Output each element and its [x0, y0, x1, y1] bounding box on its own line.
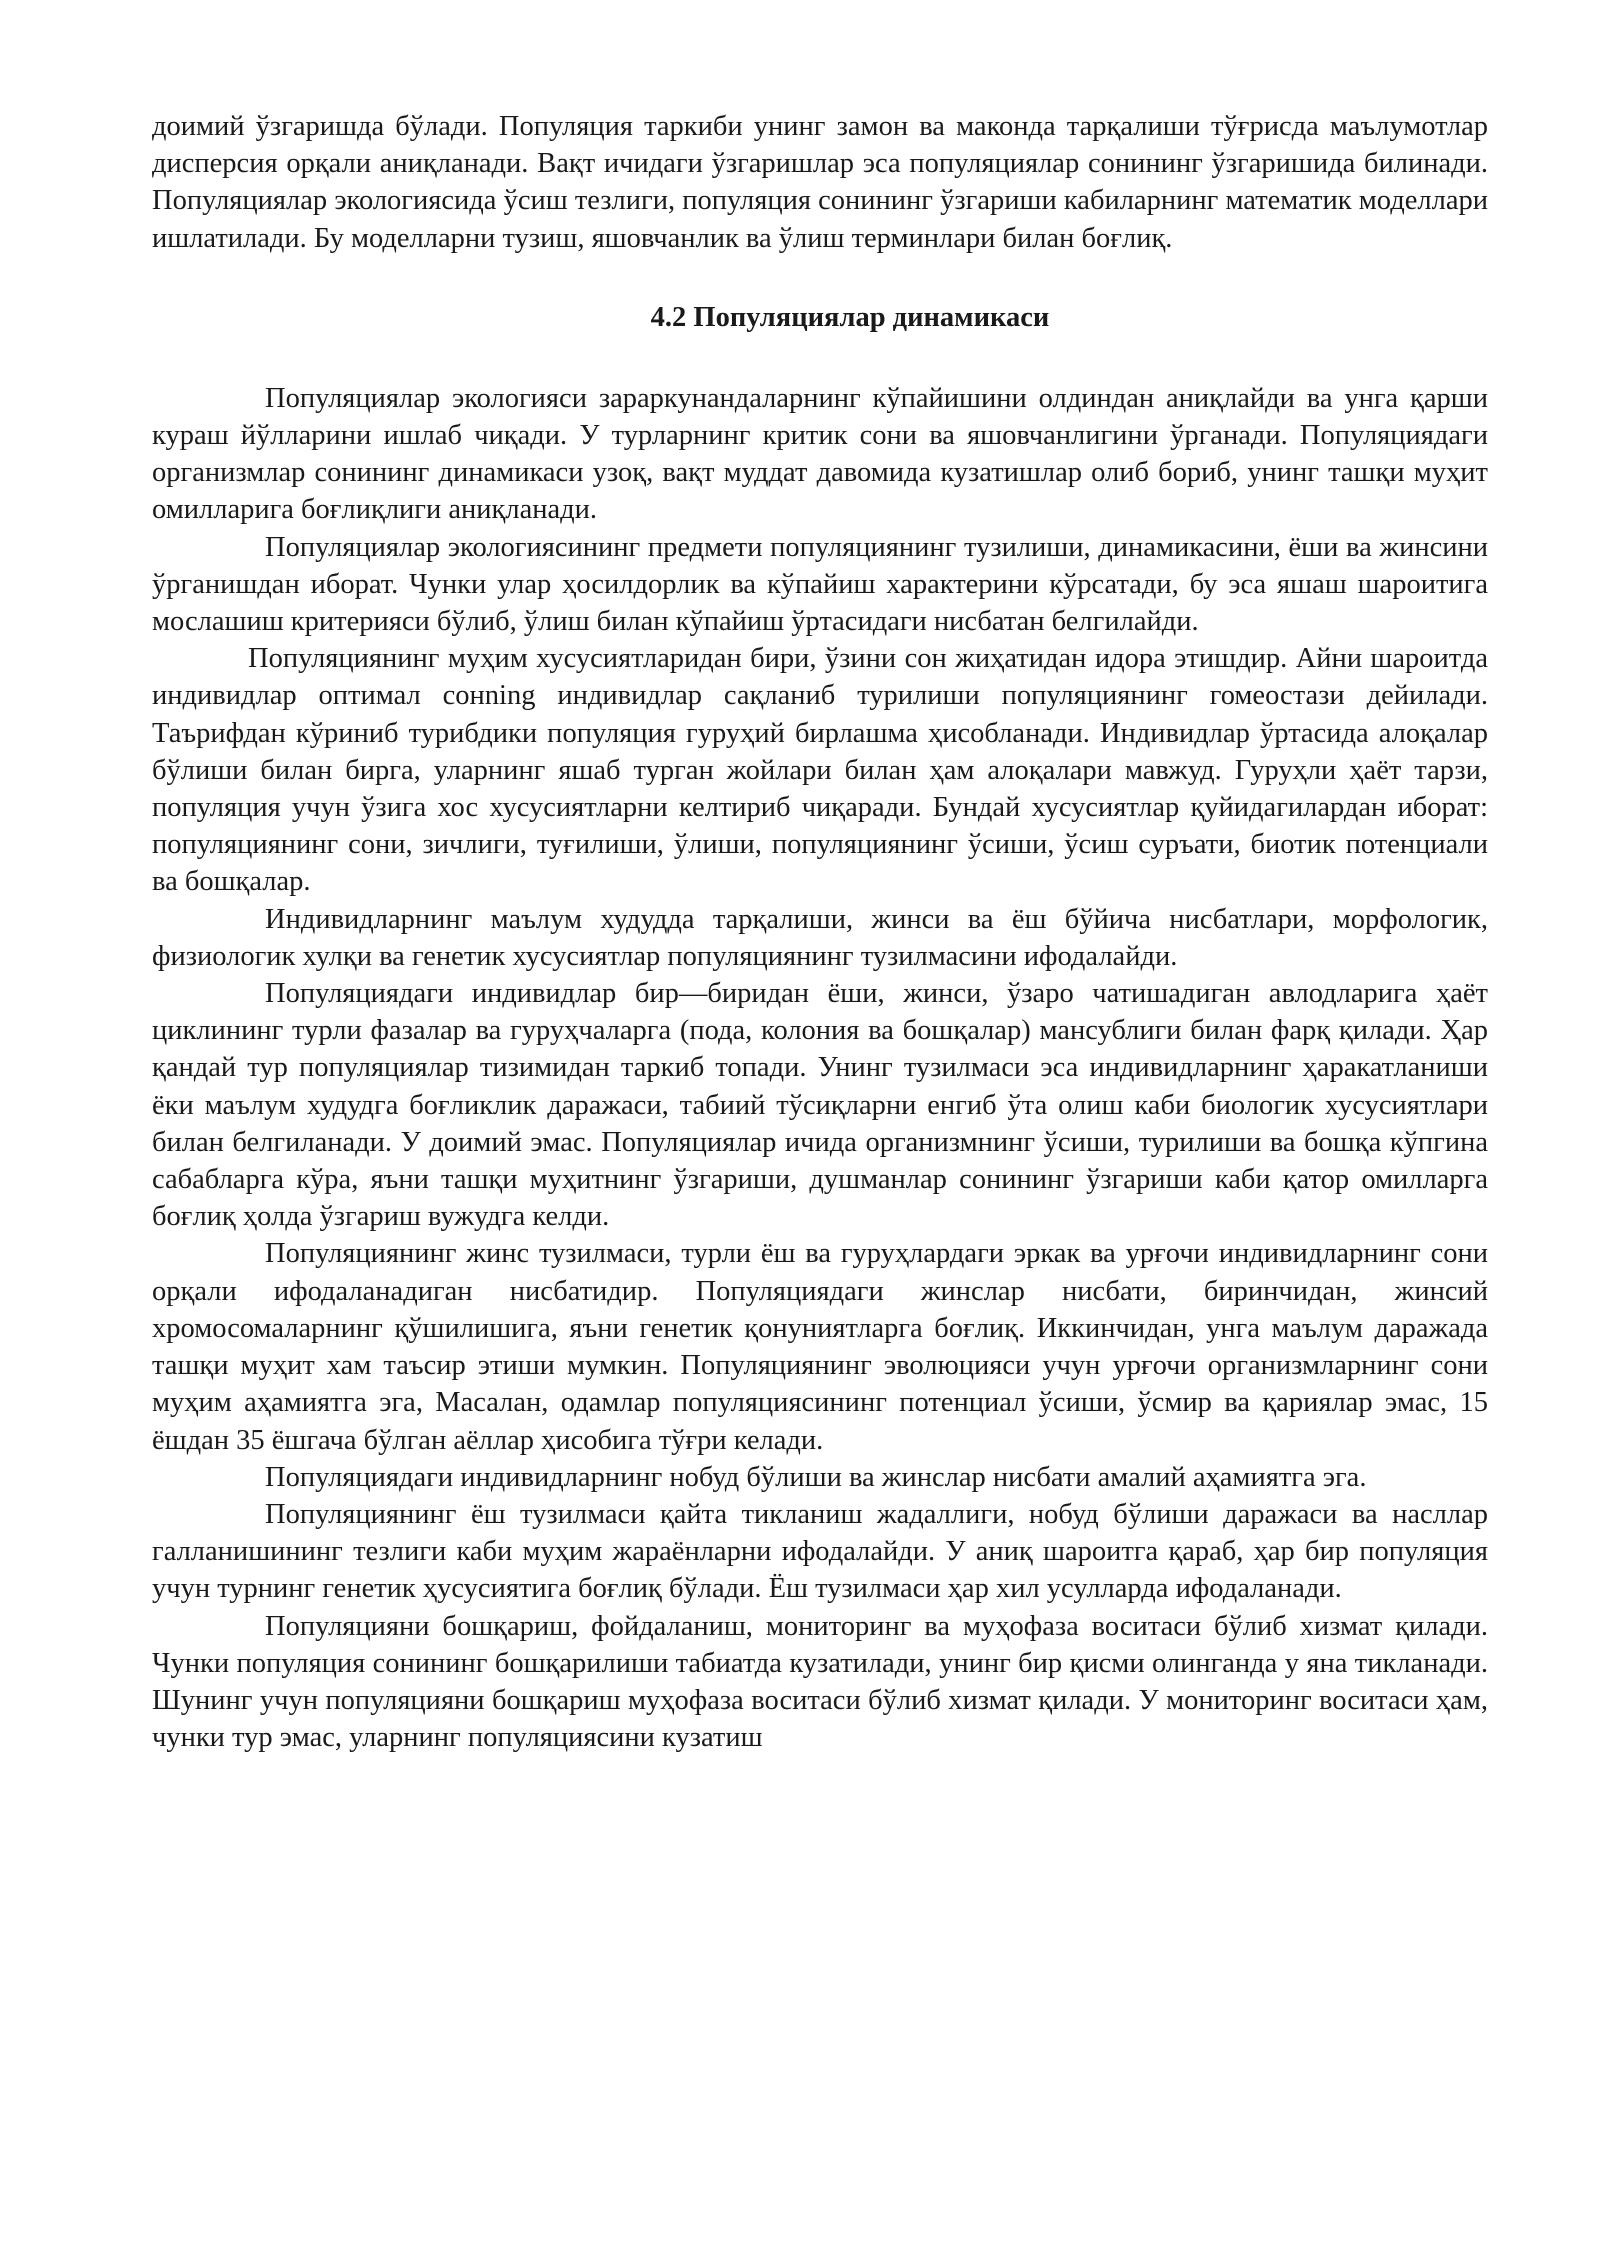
section-heading: 4.2 Популяциялар динамикаси [650, 301, 1050, 333]
body-paragraph-1: Популяциялар экологияси зараркунандаларнинг кўпайишини олдиндан аниқлайди ва унга қарши кураш йўлларини ишлаб чиқади. У турларнинг критик сони ва яшовчанлигини ўрганади. Популяциядаги организмлар сонининг динамикаси узоқ, вақт муддат давомида кузатишлар олиб бориб, унинг ташқи муҳит омилларига боғлиқлиги аниқланади. [152, 382, 1488, 526]
body-paragraph-4: Индивидларнинг маълум худудда тарқалиши, жинси ва ёш бўйича нисбатлари, морфологик, физиологик хулқи ва генетик хусусиятлар популяциянинг тузилмасини ифодалайди. [152, 903, 1488, 972]
document-page [152, 108, 1488, 1756]
body-paragraph-2: Популяциялар экологиясининг предмети популяциянинг тузилиши, динамикасини, ёши ва жинсини ўрганишдан иборат. Чунки улар ҳосилдорлик ва кўпайиш характерини кўрсатади, бу эса яшаш шароитига мослашиш критерияси бўлиб, ўлиш билан кўпайиш ўртасидаги нисбатан белгилайди. [152, 531, 1488, 638]
body-paragraph-7: Популяциядаги индивидларнинг нобуд бўлиши ва жинслар нисбати амалий аҳамиятга эга. [265, 1461, 1367, 1493]
body-paragraph-8: Популяциянинг ёш тузилмаси қайта тикланиш жадаллиги, нобуд бўлиши даражаси ва насллар галланишининг тезлиги каби муҳим жараёнларни ифодалайди. У аниқ шароитга қараб, ҳар бир популяция учун турнинг генетик ҳусусиятига боғлиқ бўлади. Ёш тузилмаси ҳар хил усулларда ифодаланади. [152, 1498, 1488, 1605]
body-paragraph-3: Популяциянинг муҳим хусусиятларидан бири, ўзини сон жиҳатидан идора этишдир. Айни шароитда индивидлар оптимал сонning индивидлар сақланиб турилиши популяциянинг гомеостази дейилади. Таърифдан кўриниб турибдики популяция гуруҳий бирлашма ҳисобланади. Индивидлар ўртасида алоқалар бўлиши билан бирга, уларнинг яшаб турган жойлари билан ҳам алоқалари мавжуд. Гуруҳли ҳаёт тарзи, популяция учун ўзига хос хусусиятларни келтириб чиқаради. Бундай хусусиятлар қуйидагилардан иборат: популяциянинг сони, зичлиги, туғилиши, ўлиши, популяциянинг ўсиши, ўсиш суръати, биотик потенциали ва бошқалар. [152, 643, 1488, 898]
body-paragraph-6: Популяциянинг жинс тузилмаси, турли ёш ва гуруҳлардаги эркак ва урғочи индивидларнинг сони орқали ифодаланадиган нисбатидир. Популяциядаги жинслар нисбати, биринчидан, жинсий хромосомаларнинг қўшилишига, яъни генетик қонуниятларга боғлиқ. Иккинчидан, унга маълум даражада ташқи муҳит хам таъсир этиши мумкин. Популяциянинг эволюцияси учун урғочи организмларнинг сони муҳим аҳамиятга эга, Масалан, одамлар популяциясининг потенциал ўсиши, ўсмир ва қариялар эмас, 15 ёшдан 35 ёшгача бўлган аёллар ҳисобига тўғри келади. [152, 1238, 1488, 1456]
body-paragraph-9: Популяцияни бошқариш, фойдаланиш, мониторинг ва муҳофаза воситаси бўлиб хизмат қилади. Чунки популяция сонининг бошқарилиши табиатда кузатилади, унинг бир қисми олинганда у яна тикланади. Шунинг учун популяцияни бошқариш муҳофаза воситаси бўлиб хизмат қилади. У мониторинг воситаси ҳам, чунки тур эмас, уларнинг популяциясини кузатиш [152, 1610, 1488, 1754]
body-paragraph-5: Популяциядаги индивидлар бир—биридан ёши, жинси, ўзаро чатишадиган авлодларига ҳаёт циклининг турли фазалар ва гуруҳчаларга (пода, колония ва бошқалар) мансублиги билан фарқ қилади. Ҳар қандай тур популяциялар тизимидан таркиб топади. Унинг тузилмаси эса индивидларнинг ҳаракатланиши ёки маълум худудга боғликлик даражаси, табиий тўсиқларни енгиб ўта олиш каби биологик хусусиятлари билан белгиланади. У доимий эмас. Популяциялар ичида организмнинг ўсиши, турилиши ва бошқа кўпгина сабабларга кўра, яъни ташқи муҳитнинг ўзгариши, душманлар сонининг ўзгариши каби қатор омилларга боғлиқ ҳолда ўзгариш вужудга келди. [152, 978, 1488, 1233]
intro-paragraph: доимий ўзгаришда бўлади. Популяция таркиби унинг замон ва маконда тарқалиши тўғрисда маълумотлар дисперсия орқали аниқланади. Вақт ичидаги ўзгаришлар эса популяциялар сонининг ўзгаришида билинади. Популяциялар экологиясида ўсиш тезлиги, популяция сонининг ўзгариши кабиларнинг математик моделлари ишлатилади. Бу моделларни тузиш, яшовчанлик ва ўлиш терминлари билан боғлиқ. [152, 111, 1488, 254]
